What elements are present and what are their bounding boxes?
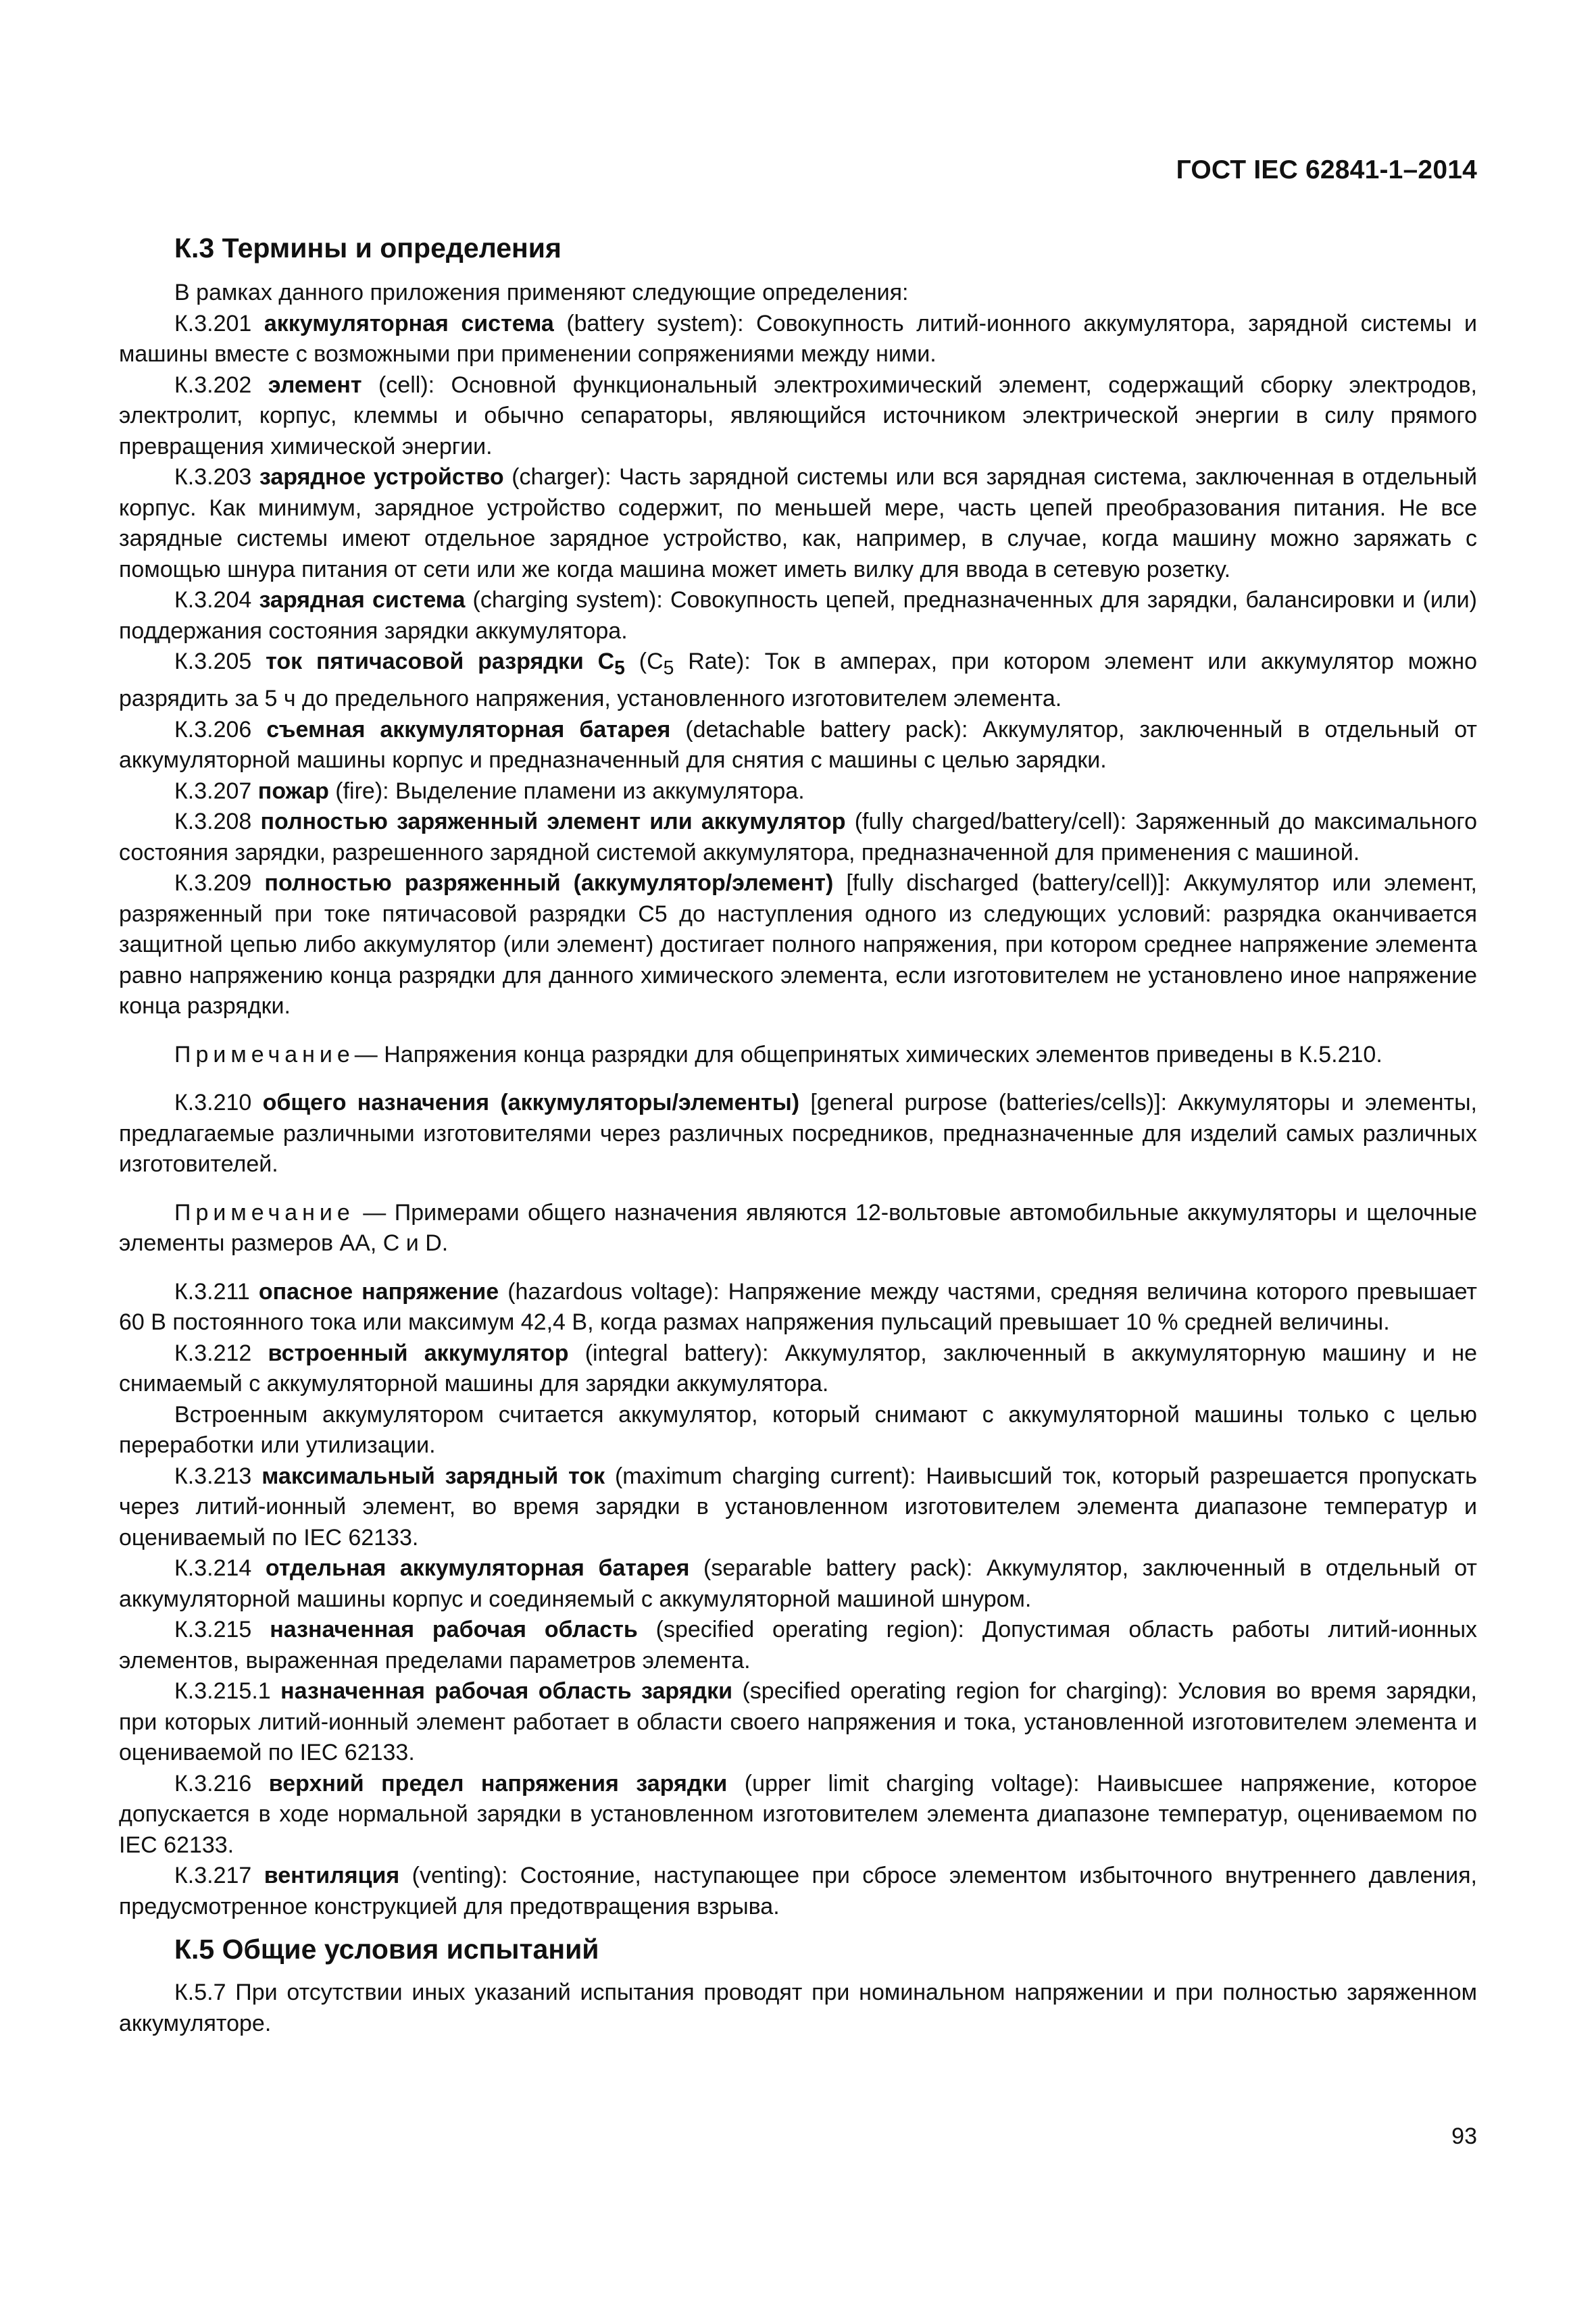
definition-k3-211	[119, 1277, 1477, 1338]
definition-number: К.3.203	[174, 464, 259, 490]
definition-text: (upper limit charging voltage): Наивысшее напряжение, которое допускается в ходе нормальной зарядки в установленном изготовителем элемента диапазоне температур, оцениваемом по IEC 62133.	[119, 1770, 1478, 1858]
page-number: 93	[1451, 2123, 1477, 2149]
definition-k3-213	[119, 1461, 1477, 1554]
definition-text: (specified operating region for charging): Условия во время зарядки, при которых литий-ионный элемент работает в области своего напряжения и тока, установленной изготовителем элемента и оцениваемой по IEC 62133.	[119, 1678, 1478, 1766]
definition-text-prefix: (C	[624, 649, 664, 674]
definition-k3-212	[119, 1338, 1477, 1400]
definition-k3-204	[119, 585, 1477, 647]
definition-term: съемная аккумуляторная батарея	[266, 716, 671, 743]
definition-k3-202	[119, 370, 1477, 463]
definition-text: (hazardous voltage): Напряжение между частями, средняя величина которого превышает 60 В постоянного тока или максимум 42,4 В, когда размах напряжения пульсаций превышает 10 % средней величины.	[119, 1278, 1478, 1336]
definition-k3-208	[119, 807, 1477, 868]
definition-term: назначенная рабочая область	[270, 1617, 638, 1643]
definition-text: [general purpose (batteries/cells)]: Аккумуляторы и элементы, предлагаемые различными изготовителями через различных посредников, предназначенные для изделий самых различных изготовителей.	[119, 1090, 1478, 1178]
definition-term: встроенный аккумулятор	[268, 1340, 569, 1366]
definition-text: Rate): Ток в амперах, при котором элемент или аккумулятор можно разрядить за 5 ч до предельного напряжения, установленного изготовителем элемента.	[119, 649, 1478, 712]
definition-number: К.3.201	[174, 310, 264, 336]
definition-term: аккумуляторная система	[264, 310, 554, 336]
definition-number: К.3.205	[174, 649, 266, 674]
definition-term: опасное напряжение	[258, 1278, 499, 1305]
definition-text: (integral battery): Аккумулятор, заключенный в аккумуляторную машину и не снимаемый с аккумуляторной машины для зарядки аккумулятора.	[119, 1340, 1478, 1397]
definition-number: К.3.215.1	[174, 1678, 281, 1705]
note-text: — Примерами общего назначения являются 12-вольтовые автомобильные аккумуляторы и щелочные элементы размеров АА, С и D.	[119, 1199, 1477, 1257]
definition-term: пожар	[257, 778, 329, 804]
definition-term: зарядное устройство	[259, 464, 504, 490]
definition-number: К.3.208	[174, 809, 261, 835]
definition-number: К.3.210	[174, 1090, 263, 1116]
definition-number: К.3.216	[174, 1770, 269, 1796]
note-label: Примечание	[174, 1199, 355, 1226]
definition-text: [fully discharged (battery/cell)]: Аккумулятор или элемент, разряженный при токе пятичасовой разрядки С5 до наступления одного из следующих условий: разрядка оканчивается защитной цепью либо аккумулятор (или элемент) достигает полного напряжения, при котором среднее напряжение элемента равно напряжению конца разрядки для данного химического элемента, если изготовителем не установлено иное напряжение конца разрядки.	[119, 870, 1478, 1020]
definition-number: К.3.207	[174, 778, 258, 804]
definition-k3-209	[119, 868, 1477, 1022]
definition-term: верхний предел напряжения зарядки	[268, 1770, 728, 1796]
definition-text-subscript: 5	[663, 657, 674, 679]
definition-number: К.3.214	[174, 1555, 266, 1582]
definition-number: К.3.206	[174, 716, 267, 743]
definition-text: (detachable battery pack): Аккумулятор, заключенный в отдельный от аккумуляторной машины корпус и предназначенный для снятия с машины с целью зарядки.	[119, 716, 1477, 774]
definition-number: К.3.215	[174, 1617, 270, 1643]
definition-k3-205	[119, 647, 1477, 715]
definition-term: полностью заряженный элемент или аккумулятор	[260, 809, 846, 835]
definition-term: зарядная система	[259, 587, 466, 613]
definition-term: элемент	[268, 372, 362, 398]
definition-term-subscript: 5	[614, 657, 625, 679]
definition-text: (venting): Состояние, наступающее при сбросе элементом избыточного внутреннего давления, предусмотренное конструкцией для предотвращения взрыва.	[119, 1863, 1477, 1919]
definition-term: общего назначения (аккумуляторы/элементы)	[262, 1090, 800, 1116]
definition-text: (separable battery pack): Аккумулятор, заключенный в отдельный от аккумуляторной машины корпус и соединяемый с аккумуляторной машиной шнуром.	[119, 1555, 1478, 1612]
k5-7-paragraph: К.5.7 При отсутствии иных указаний испытания проводят при номинальном напряжении и при полностью заряженном аккумуляторе.	[119, 1980, 1477, 2036]
definition-number: К.3.211	[174, 1278, 259, 1305]
note-label: Примечание	[174, 1041, 355, 1067]
definition-term: отдельная аккумуляторная батарея	[265, 1555, 690, 1582]
definition-k3-215	[119, 1615, 1477, 1676]
definition-text: (battery system): Совокупность литий-ионного аккумулятора, зарядной системы и машины вместе с возможными при применении сопряжениями между ними.	[119, 310, 1478, 367]
definition-k3-216	[119, 1769, 1477, 1861]
definition-k3-207	[119, 776, 1477, 807]
definition-term: назначенная рабочая область зарядки	[280, 1678, 733, 1705]
note-text: — Напряжения конца разрядки для общепринятых химических элементов приведены в К.5.210.	[354, 1041, 1382, 1067]
definition-text: (cell): Основной функциональный электрохимический элемент, содержащий сборку электродов, электролит, корпус, клеммы и обычно сепараторы, являющийся источником электрической энергии в силу прямого превращения химической энергии.	[119, 372, 1477, 459]
document-content	[119, 230, 1477, 2039]
definition-number: К.3.217	[174, 1863, 264, 1889]
k3-intro-paragraph: В рамках данного приложения применяют следующие определения:	[174, 280, 909, 305]
definition-k3-203	[119, 462, 1477, 585]
standard-code-header: ГОСТ IEC 62841-1–2014	[1176, 155, 1477, 184]
note-k3-209	[119, 1040, 1477, 1071]
definition-text: (fully charged/battery/cell): Заряженный до максимального состояния зарядки, разрешенного зарядной системой аккумулятора, предназначенной для применения с машиной.	[119, 809, 1477, 865]
definition-term: ток пятичасовой разрядки C	[266, 649, 615, 674]
definition-text: (specified operating region): Допустимая область работы литий-ионных элементов, выраженная пределами параметров элемента.	[119, 1617, 1478, 1674]
definition-number: К.3.212	[174, 1340, 268, 1366]
definition-k3-201	[119, 309, 1477, 370]
definition-number: К.3.213	[174, 1463, 262, 1489]
definition-text: (fire): Выделение пламени из аккумулятора.	[328, 778, 805, 804]
definition-k3-206	[119, 715, 1477, 776]
definition-term: максимальный зарядный ток	[261, 1463, 605, 1489]
definition-text: (maximum charging current): Наивысший ток, который разрешается пропускать через литий-ионный элемент, во время зарядки в установленном изготовителем элемента диапазоне температур и оцениваемый по IEC 62133.	[119, 1463, 1477, 1551]
definition-text: (charger): Часть зарядной системы или вся зарядная система, заключенная в отдельный корпус. Как минимум, зарядное устройство содержит, по меньшей мере, часть цепей преобразования питания. Не все зарядные системы имеют отдельное зарядное устройство, как, например, в случае, когда машину можно заряжать с помощью шнура питания от сети или же когда машина может иметь вилку для ввода в сетевую розетку.	[119, 464, 1477, 582]
note-k3-210	[119, 1198, 1477, 1259]
definition-number: К.3.209	[174, 870, 265, 897]
definition-k3-214	[119, 1553, 1477, 1615]
definition-k3-217	[119, 1861, 1477, 1922]
definition-k3-215-1	[119, 1676, 1477, 1769]
definition-text: (charging system): Совокупность цепей, предназначенных для зарядки, балансировки и (или) поддержания состояния зарядки аккумулятора.	[119, 587, 1477, 644]
section-title-k3: К.3 Термины и определения	[174, 232, 562, 263]
definition-k3-212-extra: Встроенным аккумулятором считается аккумулятор, который снимают с аккумуляторной машины только с целью переработки или утилизации.	[119, 1401, 1477, 1459]
definition-term: полностью разряженный (аккумулятор/элемент)	[264, 870, 834, 897]
definition-k3-210	[119, 1088, 1477, 1180]
definition-number: К.3.202	[174, 372, 268, 398]
section-title-k5: К.5 Общие условия испытаний	[174, 1934, 599, 1965]
definition-number: К.3.204	[174, 587, 259, 613]
definition-term: вентиляция	[264, 1863, 400, 1889]
